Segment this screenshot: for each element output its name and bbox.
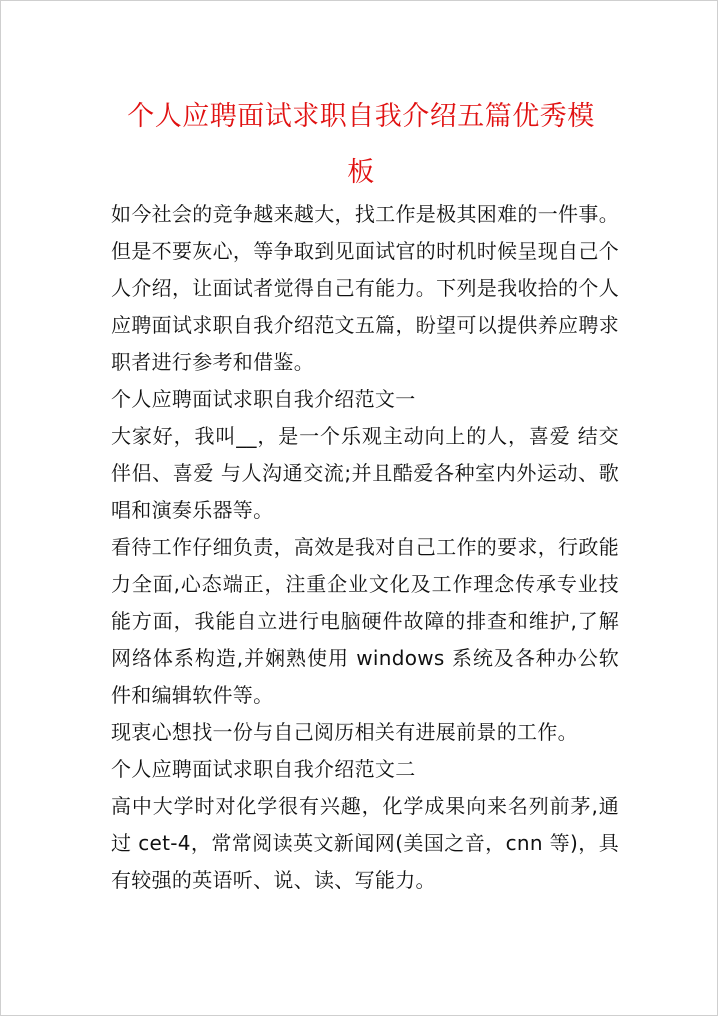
intro-paragraph: 如今社会的竞争越来越大，找工作是极其困难的一件事。但是不要灰心，等争取到见面试官的时机时候呈现自己个人介绍，让面试者觉得自己有能力。下列是我收拾的个人应聘面试求职自我介绍范文五篇，盼望可以提供养应聘求职者进行参考和借鉴。 [111,202,619,374]
document-body [111,196,619,899]
paragraph: 现衷心想找一份与自己阅历相关有进展前景的工作。 [111,720,578,744]
title-line-1: 个人应聘面试求职自我介绍五篇优秀模 [127,101,595,132]
section-heading-1: 个人应聘面试求职自我介绍范文一 [111,387,416,411]
document-title [91,89,631,201]
section-heading-2: 个人应聘面试求职自我介绍范文二 [111,757,416,781]
paragraph: 高中大学时对化学很有兴趣，化学成果向来名列前茅,通过 cet-4，常常阅读英文新闻网(美国之音，cnn 等)，具有较强的英语听、说、读、写能力。 [111,794,619,892]
paragraph: 大家好，我叫__，是一个乐观主动向上的人，喜爱 结交伴侣、喜爱 与人沟通交流;并且酷爱各种室内外运动、歌唱和演奏乐器等。 [111,424,619,522]
paragraph: 看待工作仔细负责，高效是我对自己工作的要求，行政能力全面,心态端正，注重企业文化及工作理念传承专业技能方面，我能自立进行电脑硬件故障的排查和维护,了解网络体系构造,并娴熟使用 windows 系统及各种办公软件和编辑软件等。 [111,535,619,707]
title-line-2: 板 [347,157,375,188]
